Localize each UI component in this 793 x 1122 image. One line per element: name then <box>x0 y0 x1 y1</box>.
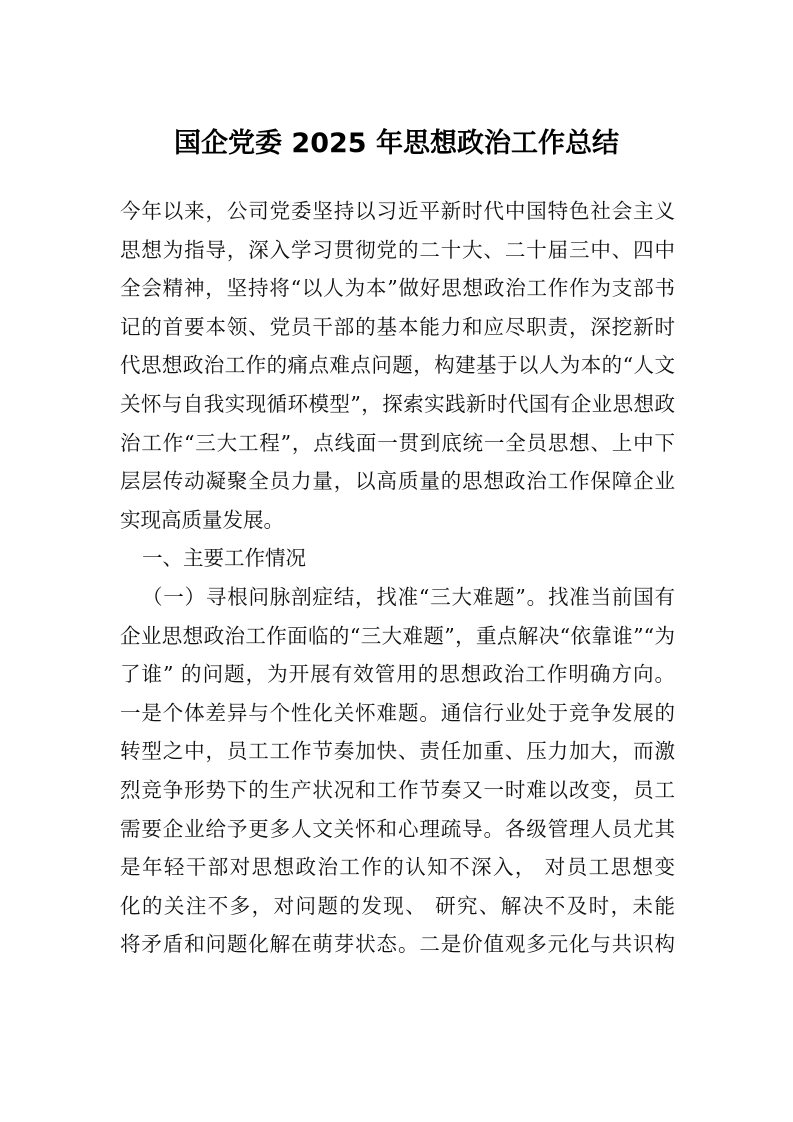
paragraph-line: 代思想政治工作的痛点难点问题，构建基于以人为本的“人文 <box>120 353 675 378</box>
section-heading: 一、主要工作情况 <box>142 546 306 571</box>
paragraph-line: 实现高质量发展。 <box>120 507 284 532</box>
paragraph-line: 治工作“三大工程”，点线面一贯到底统一全员思想、上中下 <box>120 430 675 455</box>
paragraph-line: 思想为指导，深入学习贯彻党的二十大、二十届三中、四中 <box>120 237 675 262</box>
paragraph-line: 全会精神，坚持将“以人为本”做好思想政治工作作为支部书 <box>120 276 675 301</box>
document-body <box>120 192 675 964</box>
document-title: 国企党委 2025 年思想政治工作总结 <box>174 128 619 159</box>
paragraph-line: 将矛盾和问题化解在萌芽状态。二是价值观多元化与共识构 <box>120 932 675 957</box>
paragraph-line: 了谁” 的问题，为开展有效管用的思想政治工作明确方向。 <box>120 662 675 687</box>
paragraph-line: 一是个体差异与个性化关怀难题。通信行业处于竞争发展的 <box>120 700 675 725</box>
paragraph-line: 转型之中，员工工作节奏加快、责任加重、压力加大，而激 <box>120 739 675 764</box>
paragraph-line: 是年轻干部对思想政治工作的认知不深入， 对员工思想变 <box>120 855 675 880</box>
paragraph-line: 层层传动凝聚全员力量，以高质量的思想政治工作保障企业 <box>120 469 675 494</box>
paragraph-line: 今年以来，公司党委坚持以习近平新时代中国特色社会主义 <box>120 199 675 223</box>
paragraph-line: 企业思想政治工作面临的“三大难题”，重点解决“依靠谁”“为 <box>120 623 675 648</box>
subsection-heading-line: （一）寻根问脉剖症结，找准“三大难题”。找准当前国有 <box>142 584 675 609</box>
paragraph-line: 记的首要本领、党员干部的基本能力和应尽职责，深挖新时 <box>120 314 675 339</box>
paragraph-line: 需要企业给予更多人文关怀和心理疏导。各级管理人员尤其 <box>120 816 675 841</box>
paragraph-line: 烈竞争形势下的生产状况和工作节奏又一时难以改变，员工 <box>120 777 675 802</box>
paragraph-line: 化的关注不多，对问题的发现、 研究、解决不及时，未能 <box>120 893 675 918</box>
paragraph-line: 关怀与自我实现循环模型”，探索实践新时代国有企业思想政 <box>120 391 675 416</box>
